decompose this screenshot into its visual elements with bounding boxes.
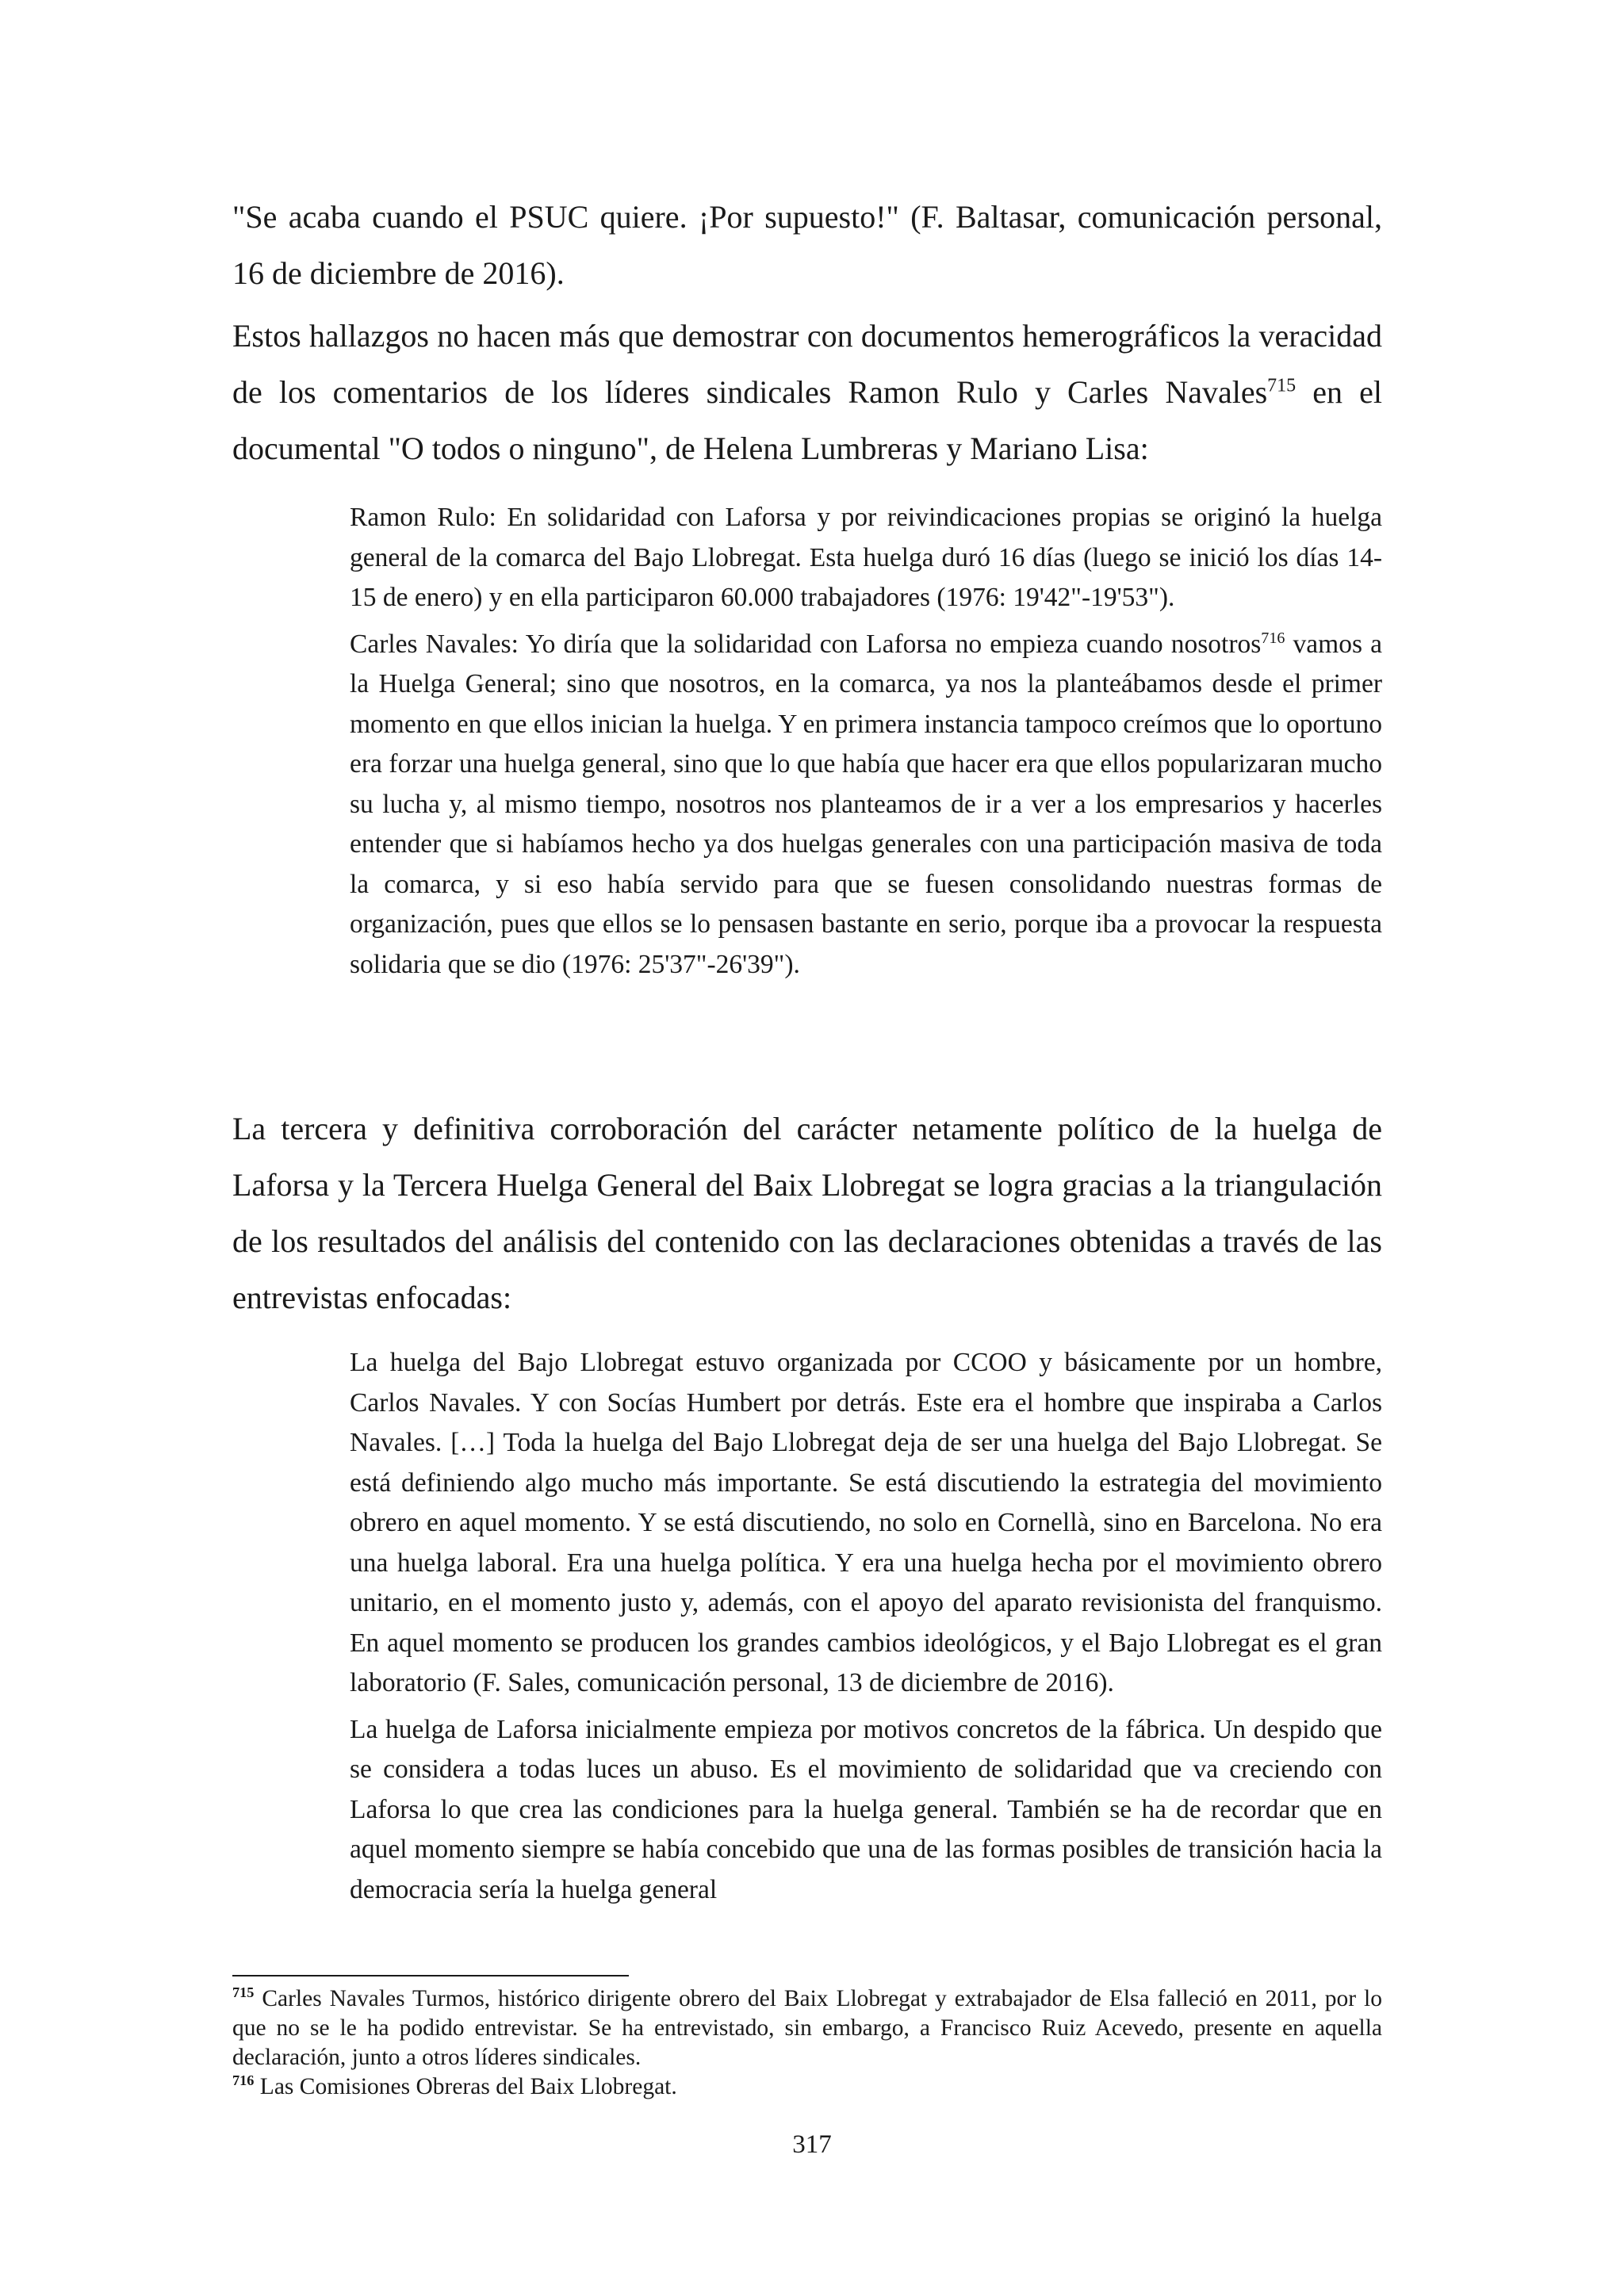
quote-carles-navales (350, 625, 1382, 985)
footnote-mark: 716 (232, 2072, 255, 2089)
footnote-text: Carles Navales Turmos, histórico dirigente obrero del Baix Llobregat y extrabajador de Elsa falleció en 2011, por lo que no se le ha podido entrevistar. Se ha entrevistado, sin embargo, a Francisco Ruiz Acevedo, presente en aquella declaración, junto a otros líderes sindicales. (232, 1986, 1382, 2070)
quote-text: La huelga del Bajo Llobregat estuvo organizada por CCOO y básicamente por un hombre, Carlos Navales. Y con Socías Humbert por detrás. Este era el hombre que inspiraba a Carlos Navales. […] Toda la huelga del Bajo Llobregat deja de ser una huelga del Bajo Llobregat. Se está definiendo algo mucho más importante. Se está discutiendo la estrategia del movimiento obrero en aquel momento. Y se está discutiendo, no solo en Cornellà, sino en Barcelona. No era una huelga laboral. Era una huelga política. Y era una huelga hecha por el movimiento obrero unitario, en el momento justo y, además, con el apoyo del aparato revisionista del franquismo. En aquel momento se producen los grandes cambios ideológicos, y el Bajo Llobregat es el gran laboratorio (F. Sales, comunicación personal, 13 de diciembre de 2016). (350, 1348, 1382, 1697)
quote-text: Ramon Rulo: En solidaridad con Laforsa y por reivindicaciones propias se originó la huelga general de la comarca del Bajo Llobregat. Esta huelga duró 16 días (luego se inició los días 14-15 de enero) y en ella participaron 60.000 trabajadores (1976: 19'42"-19'53"). (350, 503, 1382, 612)
paragraph-text: "Se acaba cuando el PSUC quiere. ¡Por supuesto!" (F. Baltasar, comunicación personal, 16 de diciembre de 2016). (232, 199, 1382, 291)
footnote-716 (232, 2072, 1382, 2102)
footnote-mark: 715 (232, 1984, 255, 2001)
quote-text: Carles Navales: Yo diría que la solidaridad con Laforsa no empieza cuando nosotros (350, 629, 1262, 659)
paragraph-text: Estos hallazgos no hacen más que demostrar con documentos hemerográficos la veracidad de los comentarios de los líderes sindicales Ramon Rulo y Carles Navales (232, 318, 1382, 410)
paragraph-text: La tercera y definitiva corroboración del carácter netamente político de la huelga de Laforsa y la Tercera Huelga General del Baix Llobregat se logra gracias a la triangulación de los resultados del análisis del contenido con las declaraciones obtenidas a través de las entrevistas enfocadas: (232, 1111, 1382, 1315)
quote-text: La huelga de Laforsa inicialmente empieza por motivos concretos de la fábrica. Un despido que se considera a todas luces un abuso. Es el movimiento de solidaridad que va creciendo con Laforsa lo que crea las condiciones para la huelga general. También se ha de recordar que en aquel momento siempre se había concebido que una de las formas posibles de transición hacia la democracia sería la huelga general (350, 1714, 1382, 1904)
footnote-715 (232, 1984, 1382, 2072)
footnote-separator (232, 1975, 629, 1976)
footnotes (232, 1984, 1382, 2102)
footnote-text: Las Comisiones Obreras del Baix Llobregat. (254, 2074, 677, 2099)
page-number: 317 (792, 2130, 832, 2159)
footnote-reference-716[interactable]: 716 (1261, 629, 1285, 647)
block-quote-interviews (350, 1343, 1382, 1916)
paragraph-findings (232, 308, 1382, 476)
paragraph-continuation (232, 189, 1382, 301)
paragraph-text: en el documental "O todos o ninguno", de Helena Lumbreras y Mariano Lisa: (232, 374, 1382, 466)
quote-f-sales (350, 1343, 1382, 1704)
block-quote-documentary (350, 498, 1382, 991)
quote-laforsa (350, 1710, 1382, 1911)
footnote-reference-715[interactable]: 715 (1267, 375, 1297, 396)
quote-text: vamos a la Huelga General; sino que nosotros, en la comarca, ya nos la planteábamos desde el primer momento en que ellos inician la huelga. Y en primera instancia tampoco creímos que lo oportuno era forzar una huelga general, sino que lo que había que hacer era que ellos popularizaran mucho su lucha y, al mismo tiempo, nosotros nos planteamos de ir a ver a los empresarios y hacerles entender que si habíamos hecho ya dos huelgas generales con una participación masiva de toda la comarca, y si eso había servido para que se fuesen consolidando nuestras formas de organización, pues que ellos se lo pensasen bastante en serio, porque iba a provocar la respuesta solidaria que se dio (1976: 25'37"-26'39"). (350, 629, 1382, 979)
quote-ramon-rulo (350, 498, 1382, 618)
paragraph-corroboration (232, 1100, 1382, 1326)
